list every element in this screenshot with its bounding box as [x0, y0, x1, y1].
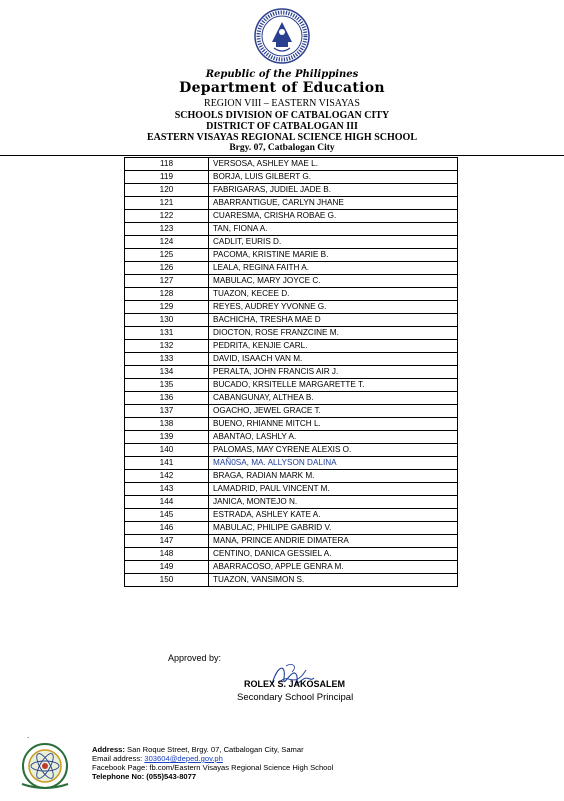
table-row: [125, 444, 458, 457]
table-row: [125, 405, 458, 418]
table-row: [125, 327, 458, 340]
footer-telephone: Telephone No: (055)543-8077: [92, 772, 197, 781]
row-number: 136: [125, 392, 209, 405]
roster-body: [125, 158, 458, 587]
footer-address: [92, 745, 304, 754]
row-number: 142: [125, 470, 209, 483]
footer-email: [92, 754, 223, 763]
student-name: TAN, FIONA A.: [209, 223, 458, 236]
student-name: MABULAC, PHILIPE GABRID V.: [209, 522, 458, 535]
row-number: 143: [125, 483, 209, 496]
row-number: 130: [125, 314, 209, 327]
student-name: JANICA, MONTEJO N.: [209, 496, 458, 509]
table-row: [125, 535, 458, 548]
approved-by-label: Approved by:: [168, 653, 222, 663]
row-number: 144: [125, 496, 209, 509]
student-name: MANA, PRINCE ANDRIE DIMATERA: [209, 535, 458, 548]
student-name: CENTINO, DANICA GESSIEL A.: [209, 548, 458, 561]
student-name: DIOCTON, ROSE FRANZCINE M.: [209, 327, 458, 340]
table-row: [125, 561, 458, 574]
student-name: MABULAC, MARY JOYCE C.: [209, 275, 458, 288]
student-name: FABRIGARAS, JUDIEL JADE B.: [209, 184, 458, 197]
student-name: BACHICHA, TRESHA MAE D: [209, 314, 458, 327]
region-heading: REGION VIII – EASTERN VISAYAS: [204, 98, 360, 109]
student-name: PACOMA, KRISTINE MARIE B.: [209, 249, 458, 262]
row-number: 120: [125, 184, 209, 197]
student-name: CUARESMA, CRISHA ROBAE G.: [209, 210, 458, 223]
table-row: [125, 210, 458, 223]
row-number: 122: [125, 210, 209, 223]
student-name: ABARRANTIGUE, CARLYN JHANE: [209, 197, 458, 210]
row-number: 128: [125, 288, 209, 301]
row-number: 132: [125, 340, 209, 353]
student-name: ESTRADA, ASHLEY KATE A.: [209, 509, 458, 522]
table-row: [125, 392, 458, 405]
row-number: 129: [125, 301, 209, 314]
student-name: MAÑ0SA, MA. ALLYSON DALINA: [209, 457, 458, 470]
table-row: [125, 275, 458, 288]
table-row: [125, 379, 458, 392]
row-number: 131: [125, 327, 209, 340]
table-row: [125, 496, 458, 509]
district-heading: DISTRICT OF CATBALOGAN III: [206, 121, 358, 132]
student-name: BRAGA, RADIAN MARK M.: [209, 470, 458, 483]
school-address-heading: Brgy. 07, Catbalogan City: [229, 143, 335, 153]
table-row: [125, 223, 458, 236]
row-number: 124: [125, 236, 209, 249]
student-name: TUAZON, KECEE D.: [209, 288, 458, 301]
deped-seal-logo: [254, 8, 310, 64]
signer-name: ROLEX S. JAKOSALEM: [244, 679, 346, 689]
table-row: [125, 158, 458, 171]
signer-position: Secondary School Principal: [237, 692, 354, 703]
table-row: [125, 431, 458, 444]
student-name: DAVID, ISAACH VAN M.: [209, 353, 458, 366]
footer-facebook: Facebook Page: fb.com/Eastern Visayas Regional Science High School: [92, 763, 334, 772]
student-name: TUAZON, VANSIMON S.: [209, 574, 458, 587]
row-number: 134: [125, 366, 209, 379]
table-row: [125, 171, 458, 184]
row-number: 147: [125, 535, 209, 548]
table-row: [125, 366, 458, 379]
table-row: [125, 236, 458, 249]
student-name: ABARRACOSO, APPLE GENRA M.: [209, 561, 458, 574]
table-row: [125, 574, 458, 587]
student-name: LEALA, REGINA FAITH A.: [209, 262, 458, 275]
row-number: 137: [125, 405, 209, 418]
row-number: 123: [125, 223, 209, 236]
row-number: 150: [125, 574, 209, 587]
row-number: 125: [125, 249, 209, 262]
student-name: VERSOSA, ASHLEY MAE L.: [209, 158, 458, 171]
student-name: PALOMAS, MAY CYRENE ALEXIS O.: [209, 444, 458, 457]
header-divider: [0, 155, 564, 156]
student-name: PEDRITA, KENJIE CARL.: [209, 340, 458, 353]
table-row: [125, 353, 458, 366]
row-number: 146: [125, 522, 209, 535]
row-number: 145: [125, 509, 209, 522]
division-heading: SCHOOLS DIVISION OF CATBALOGAN CITY: [174, 110, 390, 121]
address-value: San Roque Street, Brgy. 07, Catbalogan City, Samar: [127, 745, 304, 754]
row-number: 139: [125, 431, 209, 444]
table-row: [125, 197, 458, 210]
row-number: 138: [125, 418, 209, 431]
table-row: [125, 314, 458, 327]
email-link[interactable]: 303604@deped.gov.ph: [144, 754, 223, 763]
table-row: [125, 548, 458, 561]
student-name: REYES, AUDREY YVONNE G.: [209, 301, 458, 314]
row-number: 119: [125, 171, 209, 184]
row-number: 141: [125, 457, 209, 470]
table-row: [125, 418, 458, 431]
row-number: 133: [125, 353, 209, 366]
table-row: [125, 288, 458, 301]
table-row: [125, 301, 458, 314]
row-number: 121: [125, 197, 209, 210]
row-number: 135: [125, 379, 209, 392]
school-heading: EASTERN VISAYAS REGIONAL SCIENCE HIGH SCHOOL: [147, 132, 417, 143]
student-name: LAMADRID, PAUL VINCENT M.: [209, 483, 458, 496]
table-row: [125, 340, 458, 353]
student-name: BORJA, LUIS GILBERT G.: [209, 171, 458, 184]
address-label: Address:: [92, 745, 125, 754]
student-name: OGACHO, JEWEL GRACE T.: [209, 405, 458, 418]
table-row: [125, 262, 458, 275]
republic-heading: Republic of the Philippines: [205, 69, 359, 80]
table-row: [125, 522, 458, 535]
table-row: [125, 483, 458, 496]
row-number: 140: [125, 444, 209, 457]
school-logo: [16, 742, 74, 790]
table-row: [125, 470, 458, 483]
row-number: 127: [125, 275, 209, 288]
row-number: 149: [125, 561, 209, 574]
table-row: [125, 509, 458, 522]
student-name: CABANGUNAY, ALTHEA B.: [209, 392, 458, 405]
department-heading: Department of Education: [179, 80, 385, 96]
table-row: [125, 457, 458, 470]
student-name: BUENO, RHIANNE MITCH L.: [209, 418, 458, 431]
footer-bullet: .: [27, 731, 30, 740]
student-name: BUCADO, KRSITELLE MARGARETTE T.: [209, 379, 458, 392]
student-roster-table: [124, 157, 458, 587]
student-name: ABANTAO, LASHLY A.: [209, 431, 458, 444]
email-label: Email address:: [92, 754, 143, 763]
row-number: 148: [125, 548, 209, 561]
row-number: 118: [125, 158, 209, 171]
table-row: [125, 249, 458, 262]
student-name: CADLIT, EURIS D.: [209, 236, 458, 249]
table-row: [125, 184, 458, 197]
row-number: 126: [125, 262, 209, 275]
student-name: PERALTA, JOHN FRANCIS AIR J.: [209, 366, 458, 379]
